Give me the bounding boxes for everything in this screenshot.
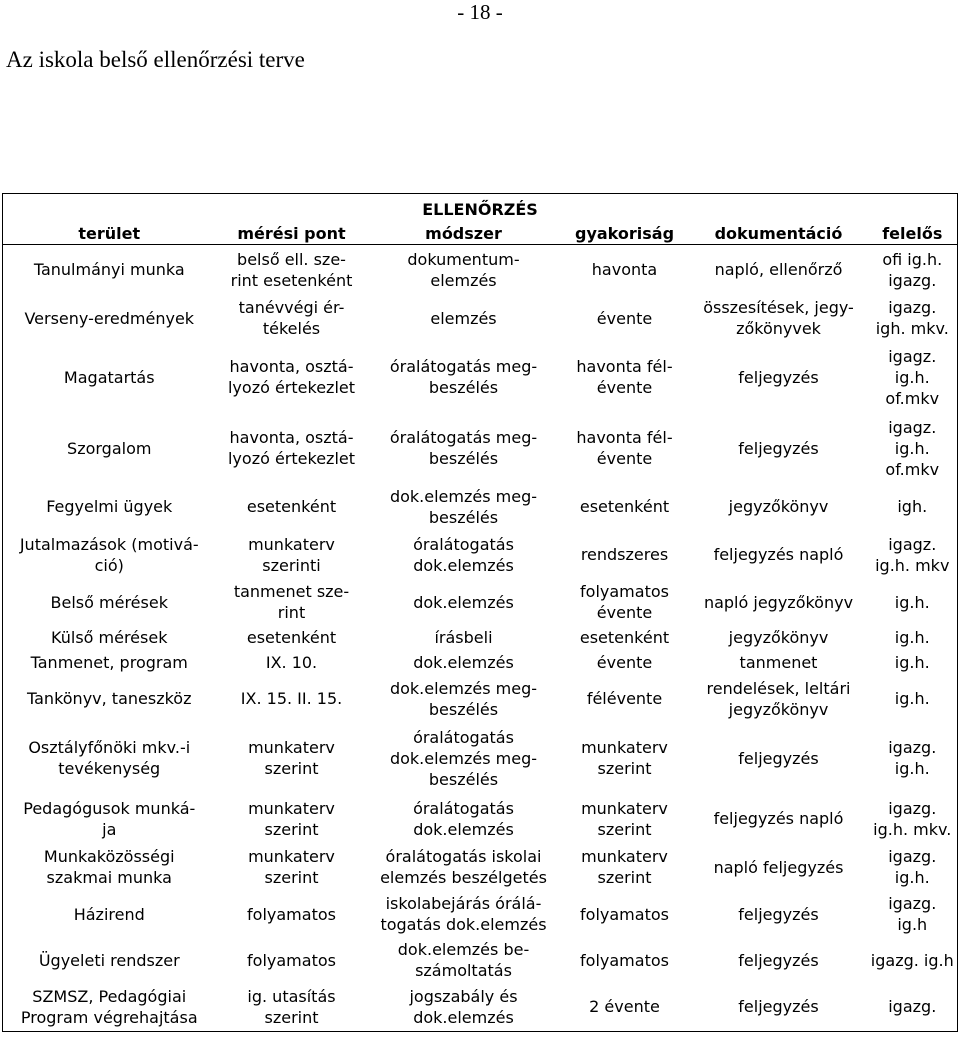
table-row (3, 983, 958, 1032)
cell-text-line: napló feljegyzés (713, 857, 844, 877)
cell-text-line: folyamatos (580, 950, 669, 970)
cell-text-line: napló jegyzőkönyv (703, 592, 854, 612)
cell-text-line: feljegyzés (738, 904, 819, 924)
header-method: módszer (368, 222, 560, 245)
cell-text-line: ció) (94, 555, 124, 575)
cell-text-line: ig.h. (894, 759, 930, 778)
cell-area (3, 675, 216, 723)
cell-frequency (560, 625, 690, 650)
cell-text-line: félévente (586, 689, 663, 708)
cell-documentation (690, 650, 868, 675)
cell-responsible (868, 342, 958, 413)
cell-text-line: IX. 10. (265, 652, 318, 672)
table-row (3, 723, 958, 794)
cell-responsible (868, 723, 958, 794)
cell-text-line: dok.elemzés meg- (389, 678, 538, 698)
cell-text-line: ig.h. (894, 592, 930, 612)
cell-text-line: feljegyzés (738, 367, 819, 387)
cell-text-line: ig.h. (894, 868, 930, 887)
cell-method (368, 413, 560, 484)
cell-text-line: Ügyeleti rendszer (38, 950, 180, 970)
cell-documentation (690, 723, 868, 794)
cell-responsible (868, 625, 958, 650)
cell-text-line: Fegyelmi ügyek (46, 497, 173, 516)
inspection-plan-table (2, 193, 958, 1032)
cell-text-line: ig.h. mkv (875, 555, 950, 575)
cell-text-line: tanévvégi ér- (238, 298, 345, 317)
cell-responsible (868, 650, 958, 675)
cell-text-line: dok.elemzés (413, 592, 514, 612)
cell-text-line: igazg. (888, 738, 937, 757)
cell-text-line: of.mkv (885, 459, 940, 479)
cell-responsible (868, 530, 958, 580)
cell-text-line: igazg. (888, 894, 937, 913)
cell-documentation (690, 675, 868, 723)
cell-frequency (560, 891, 690, 938)
cell-text-line: folyamatos (247, 904, 336, 924)
cell-responsible (868, 295, 958, 342)
cell-text-line: jegyzőkönyv (728, 627, 829, 647)
table-row (3, 650, 958, 675)
cell-text-line: évente (596, 378, 653, 397)
cell-text-line: beszélés (428, 378, 499, 397)
cell-text-line: belső ell. sze- (237, 249, 346, 269)
cell-text-line: Osztályfőnöki mkv.-i (28, 738, 191, 757)
cell-responsible (868, 794, 958, 844)
cell-text-line: feljegyzés (738, 438, 819, 458)
header-documentation: dokumentáció (690, 222, 868, 245)
cell-text-line: igh. mkv. (875, 319, 949, 338)
cell-frequency (560, 650, 690, 675)
table-row (3, 530, 958, 580)
cell-text-line: ig.h. (894, 652, 930, 672)
cell-area (3, 983, 216, 1032)
cell-method (368, 983, 560, 1032)
cell-responsible (868, 891, 958, 938)
cell-text-line: óralátogatás iskolai (385, 847, 542, 866)
table-row (3, 580, 958, 625)
header-area: terület (3, 222, 216, 245)
cell-text-line: szerinti (262, 555, 321, 575)
cell-text-line: dok.elemzés be- (397, 940, 530, 959)
cell-text-line: írásbeli (434, 627, 493, 647)
cell-text-line: beszélés (428, 449, 499, 468)
cell-text-line: óralátogatás (413, 534, 514, 554)
cell-text-line: Belső mérések (50, 592, 168, 612)
cell-text-line: igazg. (888, 997, 937, 1017)
cell-documentation (690, 844, 868, 891)
cell-text-line: óralátogatás meg- (389, 428, 538, 447)
cell-text-line: óralátogatás meg- (389, 357, 538, 376)
cell-documentation (690, 245, 868, 295)
cell-text-line: szerint (264, 868, 319, 887)
cell-text-line: munkaterv (248, 534, 335, 554)
cell-documentation (690, 794, 868, 844)
table-row (3, 484, 958, 530)
cell-text-line: beszélés (428, 769, 499, 789)
cell-responsible (868, 580, 958, 625)
cell-text-line: ig. utasítás (247, 986, 336, 1006)
cell-area (3, 413, 216, 484)
cell-method (368, 723, 560, 794)
cell-measure-point (216, 484, 368, 530)
table-row (3, 245, 958, 295)
cell-area (3, 891, 216, 938)
cell-documentation (690, 530, 868, 580)
cell-frequency (560, 675, 690, 723)
cell-measure-point (216, 844, 368, 891)
cell-text-line: Verseny-eredmények (24, 308, 195, 328)
cell-text-line: ig.h. (894, 627, 930, 647)
cell-documentation (690, 983, 868, 1032)
cell-text-line: esetenként (246, 627, 337, 647)
cell-frequency (560, 342, 690, 413)
cell-text-line: igazg. (888, 798, 937, 818)
cell-method (368, 650, 560, 675)
cell-text-line: dok.elemzés meg- (389, 748, 538, 768)
cell-text-line: dok.elemzés (413, 1007, 514, 1027)
cell-text-line: esetenként (579, 627, 670, 647)
cell-method (368, 891, 560, 938)
cell-text-line: igazg. (888, 847, 937, 866)
cell-text-line: esetenként (579, 497, 670, 516)
cell-frequency (560, 580, 690, 625)
cell-text-line: munkaterv (248, 738, 335, 757)
cell-text-line: dok.elemzés (413, 819, 514, 839)
table-row (3, 295, 958, 342)
cell-text-line: Program végrehajtása (20, 1007, 198, 1027)
cell-measure-point (216, 530, 368, 580)
cell-text-line: munkaterv (248, 847, 335, 866)
cell-text-line: havonta fél- (576, 357, 673, 376)
cell-text-line: iskolabejárás órálá- (385, 894, 542, 913)
table-row (3, 342, 958, 413)
table-row (3, 625, 958, 650)
cell-frequency (560, 938, 690, 983)
cell-documentation (690, 625, 868, 650)
cell-responsible (868, 844, 958, 891)
cell-text-line: folyamatos (580, 582, 669, 601)
cell-text-line: jogszabály és (409, 986, 518, 1006)
cell-measure-point (216, 891, 368, 938)
header-measure-point: mérési pont (216, 222, 368, 245)
cell-responsible (868, 938, 958, 983)
cell-text-line: ig.h. (894, 689, 930, 708)
cell-responsible (868, 675, 958, 723)
cell-text-line: igagz. (888, 417, 937, 437)
cell-method (368, 580, 560, 625)
cell-text-line: óralátogatás (413, 798, 514, 818)
cell-responsible (868, 413, 958, 484)
cell-text-line: togatás dok.elemzés (380, 915, 547, 934)
cell-frequency (560, 794, 690, 844)
cell-text-line: számoltatás (415, 961, 512, 980)
cell-method (368, 342, 560, 413)
cell-documentation (690, 484, 868, 530)
cell-method (368, 484, 560, 530)
cell-text-line: igazg. ig.h (870, 950, 954, 970)
cell-text-line: dok.elemzés meg- (389, 486, 538, 506)
cell-area (3, 530, 216, 580)
cell-frequency (560, 530, 690, 580)
cell-text-line: elemzés (430, 270, 497, 290)
cell-text-line: tékelés (262, 319, 321, 338)
cell-measure-point (216, 413, 368, 484)
cell-documentation (690, 891, 868, 938)
cell-frequency (560, 484, 690, 530)
cell-text-line: rendelések, leltári (706, 678, 851, 698)
cell-measure-point (216, 580, 368, 625)
cell-text-line: igh. (897, 497, 928, 516)
cell-text-line: tanmenet sze- (233, 582, 350, 601)
cell-measure-point (216, 983, 368, 1032)
cell-text-line: beszélés (428, 699, 499, 719)
cell-text-line: dok.elemzés (413, 652, 514, 672)
cell-text-line: IX. 15. II. 15. (240, 689, 343, 708)
header-frequency: gyakoriság (560, 222, 690, 245)
cell-documentation (690, 580, 868, 625)
cell-text-line: elemzés beszélgetés (380, 868, 547, 887)
cell-text-line: munkaterv (581, 738, 668, 757)
cell-text-line: lyozó értekezlet (227, 378, 355, 397)
cell-text-line: havonta fél- (576, 428, 673, 447)
cell-text-line: folyamatos (247, 950, 336, 970)
cell-documentation (690, 342, 868, 413)
cell-area (3, 723, 216, 794)
table-row (3, 794, 958, 844)
cell-text-line: feljegyzés (738, 997, 819, 1017)
cell-area (3, 342, 216, 413)
cell-text-line: tanmenet (739, 652, 818, 672)
cell-responsible (868, 484, 958, 530)
cell-text-line: Magatartás (63, 367, 155, 387)
cell-text-line: Tankönyv, taneszköz (27, 689, 192, 708)
cell-text-line: évente (596, 652, 653, 672)
cell-responsible (868, 245, 958, 295)
cell-text-line: évente (596, 603, 653, 622)
cell-measure-point (216, 794, 368, 844)
cell-text-line: szerint (597, 868, 652, 887)
cell-documentation (690, 295, 868, 342)
cell-text-line: évente (596, 449, 653, 468)
cell-text-line: összesítések, jegy- (703, 298, 854, 317)
cell-area (3, 844, 216, 891)
cell-text-line: szerint (597, 759, 652, 778)
cell-text-line: munkaterv (581, 798, 668, 818)
cell-text-line: szerint (597, 819, 652, 839)
cell-method (368, 938, 560, 983)
cell-text-line: szerint (264, 1007, 319, 1027)
cell-text-line: feljegyzés napló (713, 545, 844, 564)
cell-text-line: Szorgalom (67, 438, 152, 458)
cell-responsible (868, 983, 958, 1032)
cell-text-line: évente (596, 308, 653, 328)
cell-text-line: Jutalmazások (motivá- (19, 534, 199, 554)
cell-method (368, 675, 560, 723)
table-row (3, 675, 958, 723)
cell-area (3, 295, 216, 342)
cell-text-line: Házirend (73, 904, 145, 924)
cell-method (368, 295, 560, 342)
cell-text-line: ig.h. (894, 438, 930, 458)
table-row (3, 413, 958, 484)
cell-text-line: Tanmenet, program (30, 652, 188, 672)
cell-text-line: ig.h. mkv. (873, 819, 952, 839)
cell-text-line: napló, ellenőrző (714, 260, 843, 280)
cell-text-line: munkaterv (581, 847, 668, 866)
table-row (3, 891, 958, 938)
cell-measure-point (216, 295, 368, 342)
cell-text-line: munkaterv (248, 798, 335, 818)
cell-text-line: esetenként (246, 497, 337, 516)
cell-text-line: feljegyzés (738, 950, 819, 970)
cell-measure-point (216, 342, 368, 413)
cell-measure-point (216, 650, 368, 675)
cell-text-line: ja (102, 819, 117, 839)
cell-text-line: rint (277, 603, 306, 622)
cell-measure-point (216, 723, 368, 794)
table-row (3, 938, 958, 983)
cell-measure-point (216, 938, 368, 983)
cell-text-line: havonta, osztá- (229, 357, 354, 376)
cell-text-line: igagz. (888, 346, 937, 366)
cell-text-line: dok.elemzés (413, 555, 514, 575)
cell-text-line: szakmai munka (46, 868, 172, 887)
cell-method (368, 844, 560, 891)
cell-frequency (560, 245, 690, 295)
cell-text-line: beszélés (428, 507, 499, 527)
cell-text-line: tevékenység (58, 759, 161, 778)
cell-method (368, 245, 560, 295)
cell-measure-point (216, 625, 368, 650)
cell-text-line: szerint (264, 819, 319, 839)
cell-text-line: SZMSZ, Pedagógiai (32, 986, 187, 1006)
cell-area (3, 245, 216, 295)
cell-text-line: igazg. (888, 298, 937, 317)
cell-text-line: rendszeres (580, 545, 669, 564)
cell-frequency (560, 723, 690, 794)
cell-method (368, 625, 560, 650)
cell-text-line: igagz. (888, 534, 937, 554)
cell-text-line: lyozó értekezlet (227, 449, 355, 468)
cell-documentation (690, 938, 868, 983)
cell-measure-point (216, 675, 368, 723)
cell-area (3, 794, 216, 844)
cell-method (368, 794, 560, 844)
cell-area (3, 484, 216, 530)
cell-text-line: 2 évente (589, 997, 660, 1017)
cell-text-line: Pedagógusok munká- (23, 798, 196, 818)
cell-text-line: Munkaközösségi (43, 847, 175, 866)
cell-text-line: elemzés (430, 308, 497, 328)
cell-text-line: of.mkv (885, 388, 940, 408)
cell-frequency (560, 844, 690, 891)
cell-text-line: jegyzőkönyv (728, 699, 829, 719)
cell-area (3, 650, 216, 675)
cell-documentation (690, 413, 868, 484)
cell-text-line: ofi ig.h. (882, 249, 943, 269)
cell-frequency (560, 983, 690, 1032)
cell-text-line: szerint (264, 759, 319, 778)
cell-text-line: feljegyzés (738, 748, 819, 768)
cell-frequency (560, 295, 690, 342)
cell-text-line: havonta, osztá- (229, 428, 354, 447)
table-caption: ELLENŐRZÉS (3, 194, 958, 223)
cell-measure-point (216, 245, 368, 295)
page-number: - 18 - (457, 0, 503, 24)
cell-text-line: ig.h (897, 915, 928, 934)
cell-area (3, 580, 216, 625)
cell-text-line: óralátogatás (413, 727, 514, 747)
header-responsible: felelős (868, 222, 958, 245)
cell-method (368, 530, 560, 580)
cell-frequency (560, 413, 690, 484)
cell-text-line: rint esetenként (230, 270, 353, 290)
cell-area (3, 625, 216, 650)
cell-text-line: feljegyzés napló (713, 809, 844, 828)
cell-text-line: Külső mérések (51, 627, 168, 647)
cell-text-line: ig.h. (894, 367, 930, 387)
cell-text-line: igazg. (888, 270, 937, 290)
cell-text-line: jegyzőkönyv (728, 497, 829, 516)
cell-text-line: zőkönyvek (736, 319, 821, 338)
cell-area (3, 938, 216, 983)
cell-text-line: Tanulmányi munka (33, 260, 185, 280)
cell-text-line: dokumentum- (407, 249, 520, 269)
document-title: Az iskola belső ellenőrzési terve (6, 47, 305, 72)
cell-text-line: havonta (591, 260, 658, 280)
table-row (3, 844, 958, 891)
cell-text-line: folyamatos (580, 904, 669, 924)
